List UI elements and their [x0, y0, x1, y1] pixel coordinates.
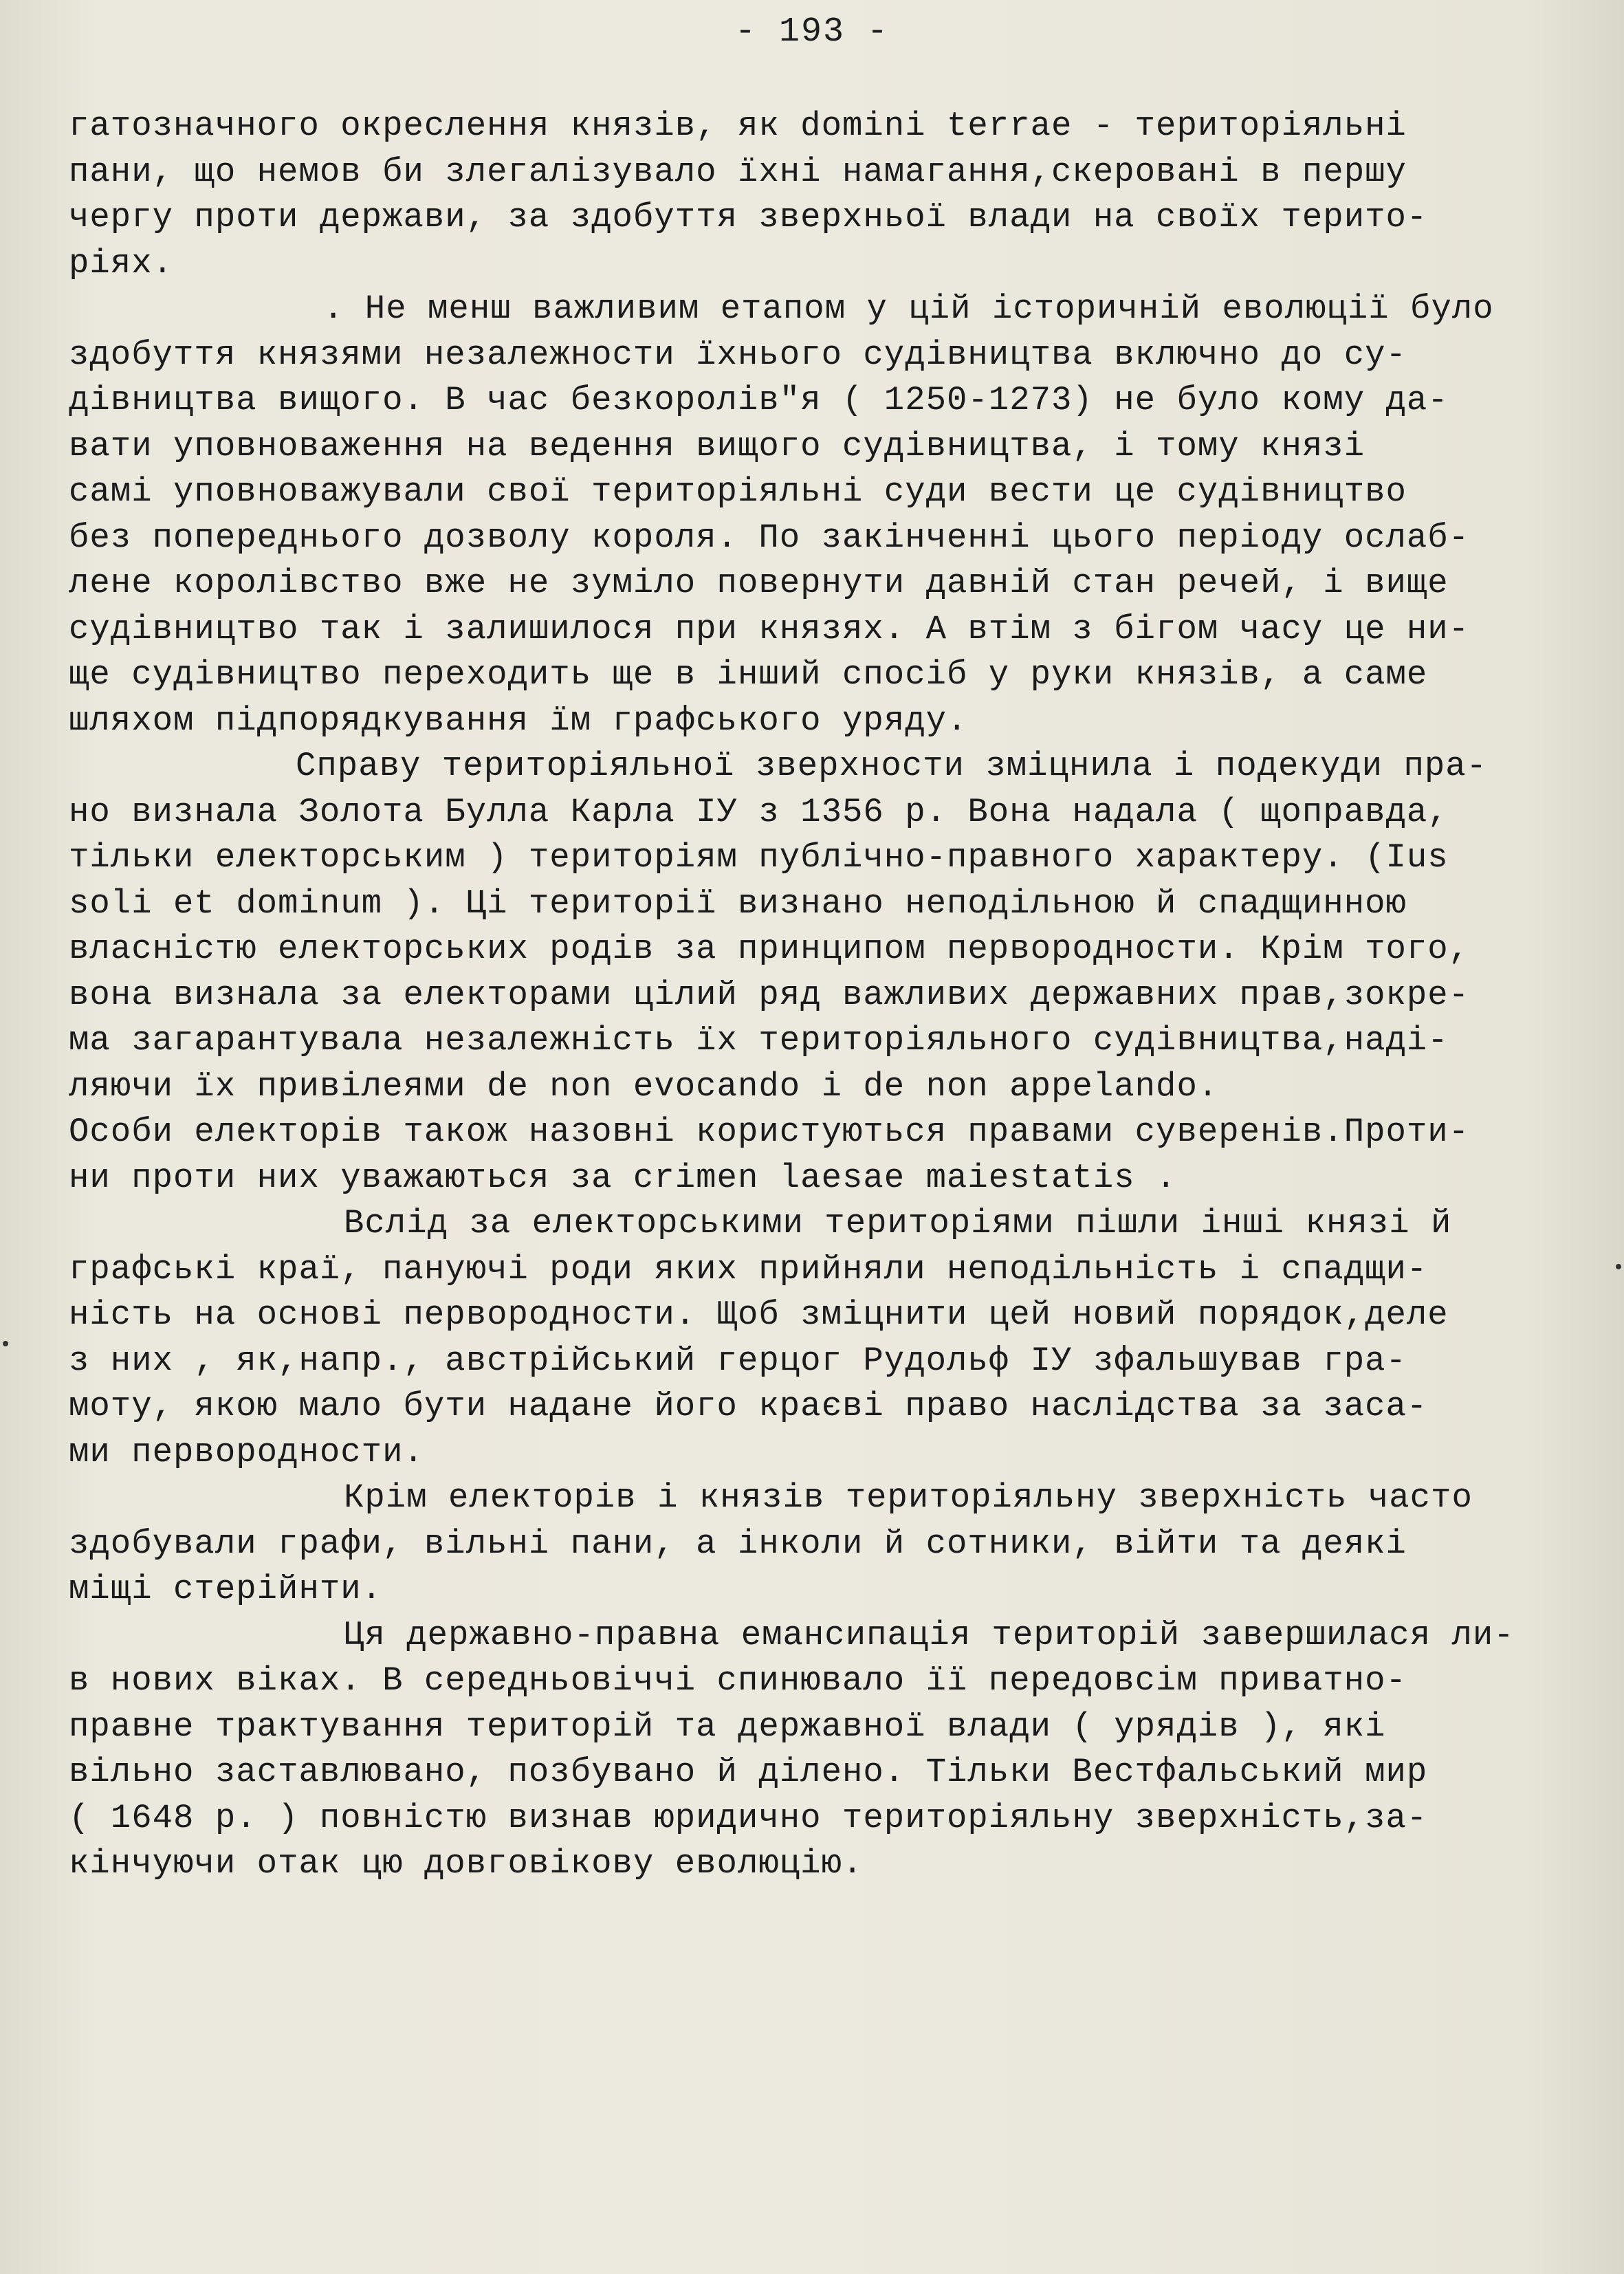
text-line: тільки електорським ) територіям публічно-правного характеру. (Ius [69, 838, 1449, 877]
text-line: кінчуючи отак цю довговікову еволюцію. [69, 1844, 864, 1883]
body-text [69, 103, 1595, 1887]
text-line: ни проти них уважаються за crimen laesae maiestatis . [69, 1158, 1177, 1197]
text-line: моту, якою мало бути надане його краєві право наслідства за заса- [69, 1387, 1428, 1425]
text-line: ми первородности. [69, 1432, 424, 1472]
text-line: в нових віках. В середньовіччі спинювало її передовсім приватно- [69, 1661, 1407, 1700]
paragraph-start-line: . Не менш важливим етапом у цій історичній еволюції було [323, 289, 1494, 328]
text-line: без попереднього дозволу короля. По закінченні цього періоду ослаб- [69, 518, 1470, 557]
text-line: вати уповноваження на ведення вищого судівництва, і тому князі [69, 426, 1365, 466]
text-line: пани, що немов би злегалізувало їхні намагання,скеровані в першу [69, 152, 1407, 191]
text-line: здобували графи, вільні пани, а інколи й сотники, війти та деякі [69, 1524, 1407, 1563]
text-line: судівництво так і залишилося при князях. А втім з бігом часу це ни- [69, 609, 1470, 648]
text-line: ляючи їх привілеями de non evocando і de non appelando. [69, 1067, 1219, 1106]
text-line: лене королівство вже не зуміло повернути давній стан речей, і вище [69, 564, 1449, 602]
text-line: міщі стерійнти. [69, 1570, 383, 1608]
text-line: з них , як,напр., австрійський герцог Рудольф IУ зфальшував гра- [69, 1341, 1407, 1380]
text-line: графські краї, пануючі роди яких прийняли неподільність і спадщи- [69, 1249, 1428, 1289]
margin-dot [3, 1341, 8, 1346]
text-line: самі уповноважували свої територіяльні суди вести це судівництво [69, 472, 1407, 511]
margin-dot [1616, 1264, 1621, 1269]
text-line: ріях. [69, 243, 174, 283]
text-line: власністю електорських родів за принципом первородности. Крім того, [69, 930, 1470, 968]
text-line: гатозначного окреслення князів, як domini terrae - територіяльні [69, 107, 1407, 145]
text-line: ність на основі первородности. Щоб зміцнити цей новий порядок,деле [69, 1295, 1449, 1334]
text-line: чергу проти держави, за здобуття зверхньої влади на своїх терито- [69, 198, 1428, 237]
text-line: вільно заставлювано, позбувано й ділено. Тільки Вестфальський мир [69, 1753, 1428, 1791]
text-line: ще судівництво переходить ще в інший спосіб у руки князів, а саме [69, 655, 1428, 694]
text-line: но визнала Золота Булла Карла IУ з 1356 р. Вона надала ( щоправда, [69, 792, 1449, 831]
paragraph-start-line: Ця державно-правна емансипація територій завершилася ли- [344, 1615, 1515, 1654]
text-line: вона визнала за електорами цілий ряд важливих державних прав,зокре- [69, 975, 1470, 1014]
paragraph-start-line: Крім електорів і князів територіяльну зверхність часто [344, 1478, 1473, 1517]
text-line: шляхом підпорядкування їм графського уряду. [69, 701, 968, 740]
text-line: здобуття князями незалежности їхнього судівництва включно до су- [69, 335, 1407, 374]
paragraph-start-line: Вслід за електорськими територіями пішли інші князі й [344, 1204, 1452, 1243]
text-line: правне трактування територій та державної влади ( урядів ), які [69, 1707, 1386, 1746]
text-line: soli et dominum ). Ці території визнано неподільною й спадщинною [69, 884, 1407, 923]
text-line: ( 1648 р. ) повністю визнав юридично територіяльну зверхність,за- [69, 1798, 1428, 1837]
page-number: - 193 - [734, 12, 890, 52]
text-line: дівництва вищого. В час безкоролів"я ( 1250-1273) не було кому да- [69, 381, 1449, 419]
paragraph-start-line: Справу територіяльної зверхности зміцнила і подекуди пра- [296, 747, 1488, 785]
text-line: ма загарантувала незалежність їх територіяльного судівництва,наді- [69, 1021, 1449, 1060]
text-line: Особи електорів також назовні користуються правами суверенів.Проти- [69, 1113, 1470, 1151]
